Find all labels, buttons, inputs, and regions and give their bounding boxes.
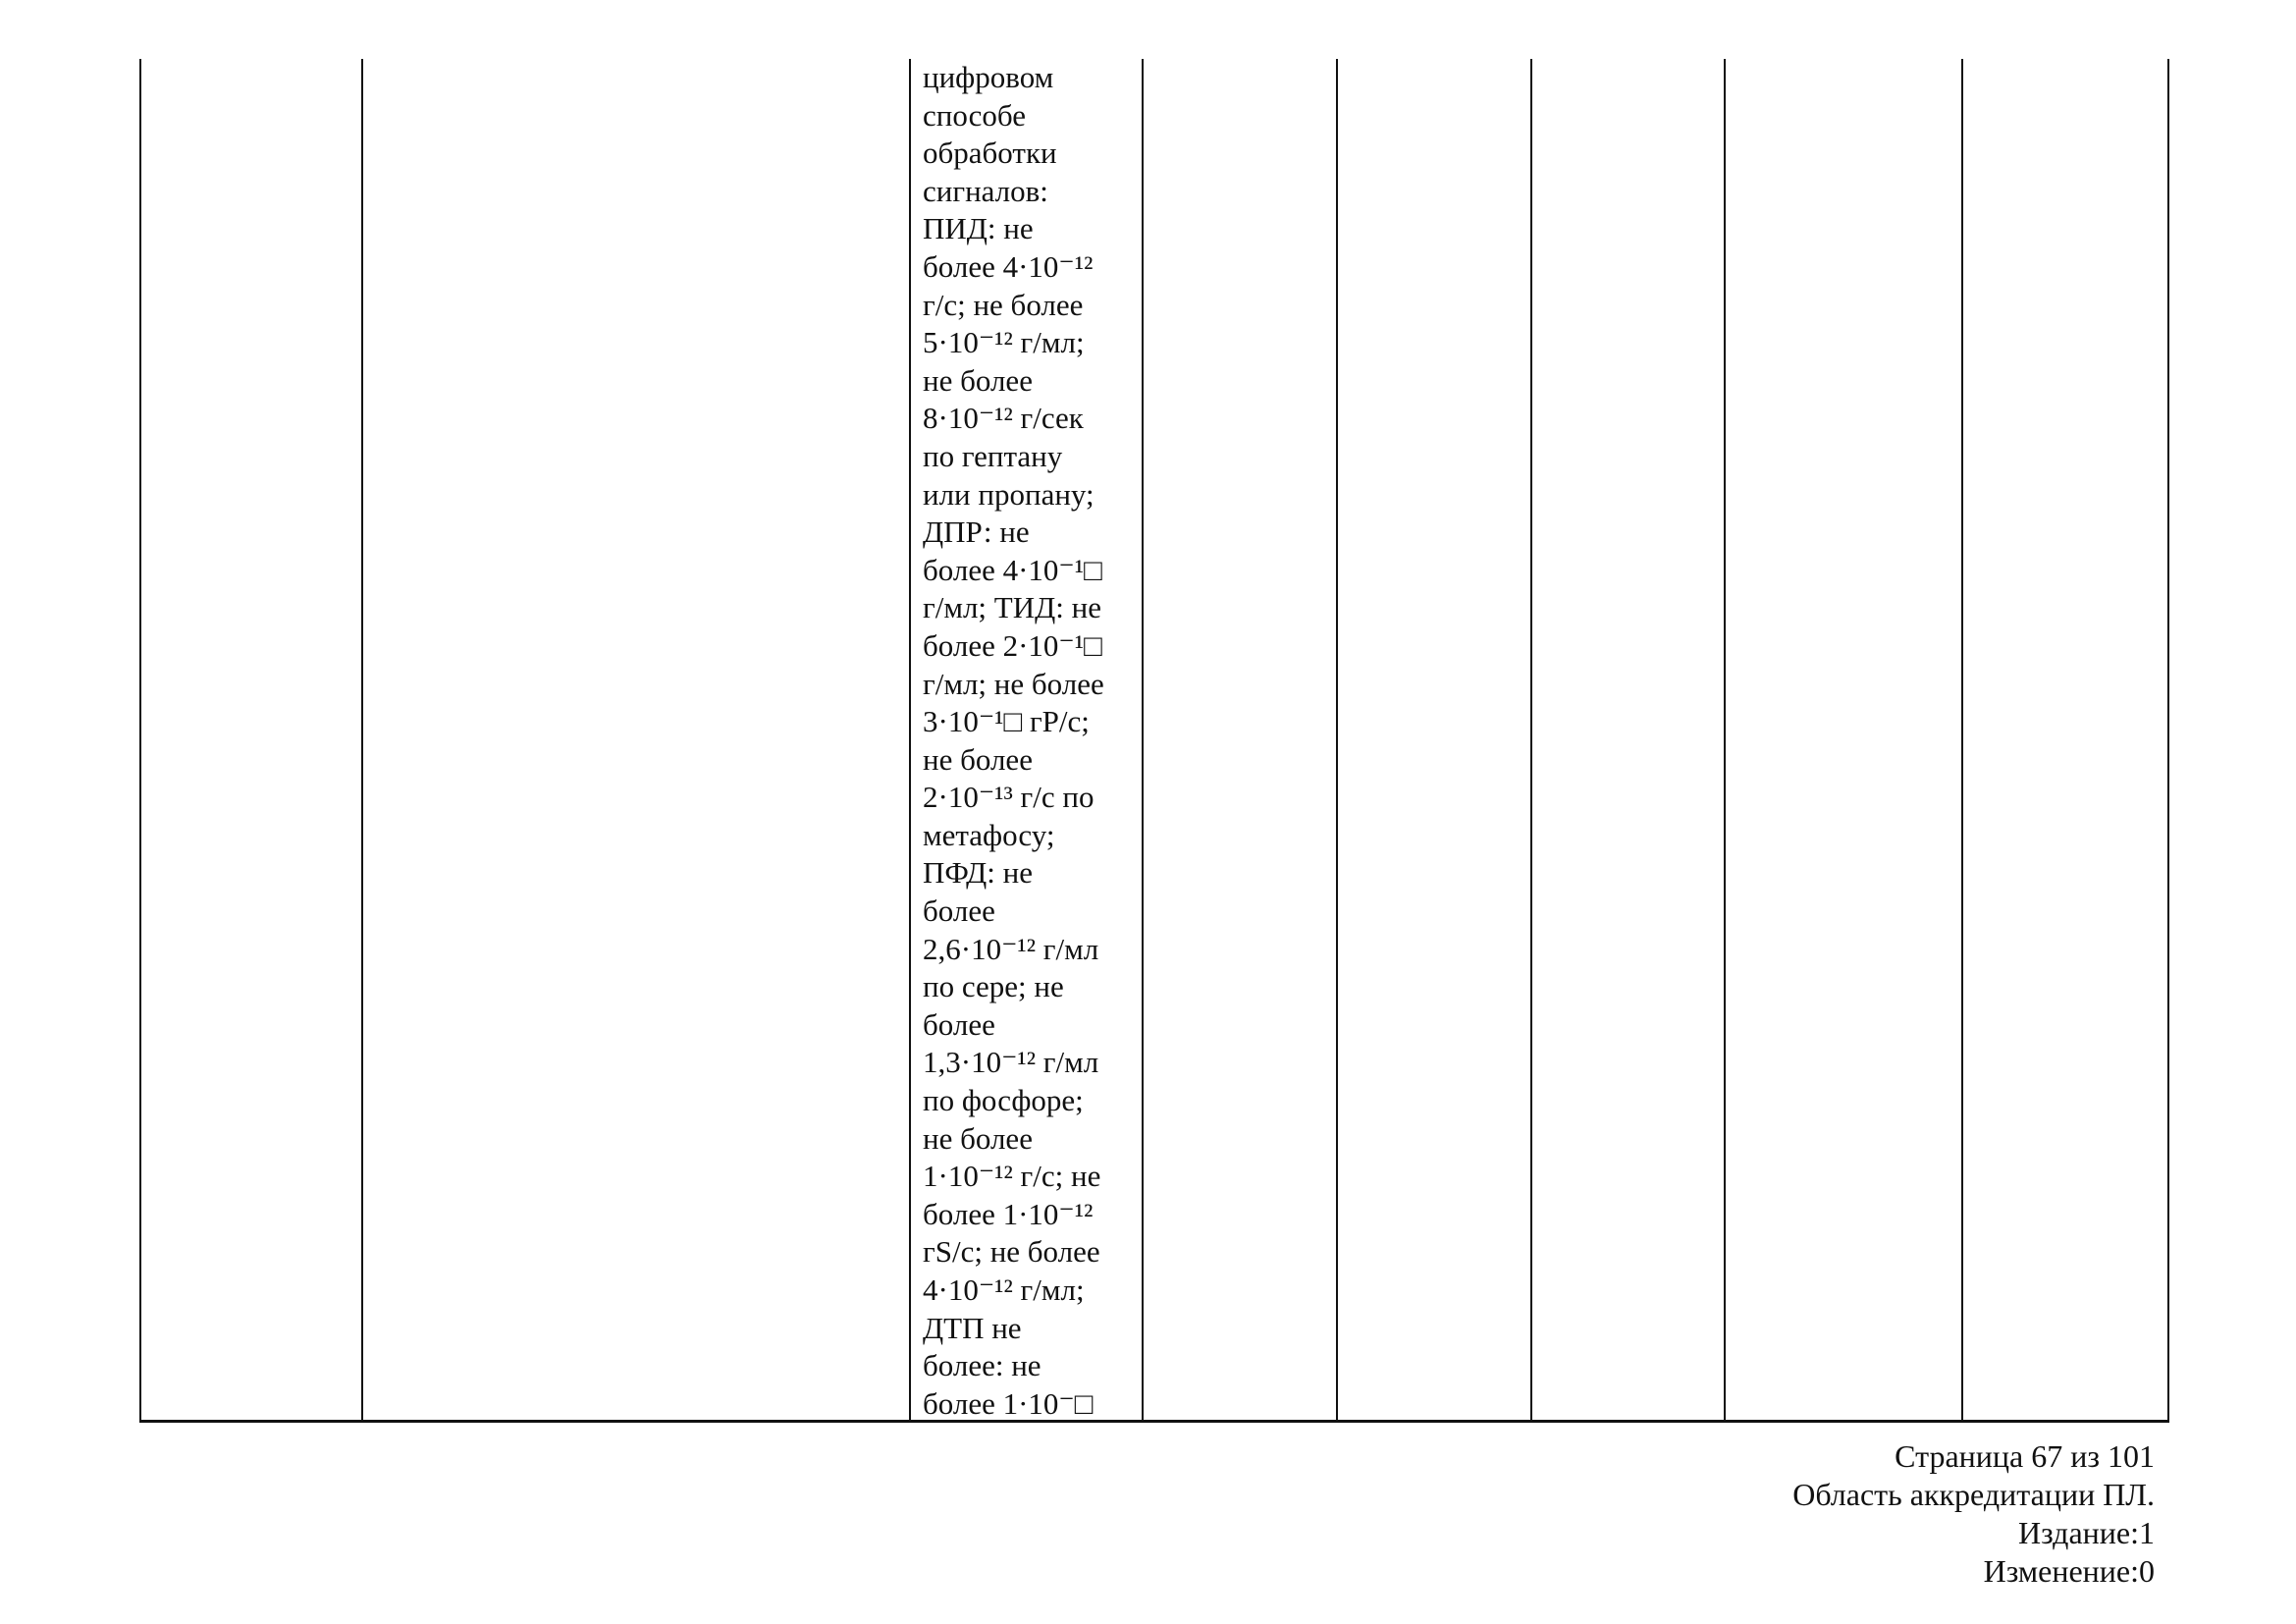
cell-text-line: по сере; не — [923, 969, 1064, 1004]
cell-text-line: г/с; не более — [923, 287, 1084, 322]
document-scope: Область аккредитации ПЛ. — [1792, 1477, 2155, 1512]
revision-label: Изменение:0 — [1983, 1553, 2155, 1589]
cell-text-line: или пропану; — [923, 476, 1095, 512]
cell-text-line: более 1·10⁻¹² — [923, 1196, 1094, 1231]
cell-text-line: 8·10⁻¹² г/сек — [923, 401, 1084, 436]
cell-text-line: 1·10⁻¹² г/с; не — [923, 1159, 1101, 1194]
cell-text-line: не более — [923, 362, 1033, 398]
cell-text-line: способе — [923, 97, 1027, 133]
column-divider — [1530, 59, 1532, 1422]
cell-text-line: г/мл; ТИД: не — [923, 590, 1101, 625]
table-border-right — [2167, 59, 2169, 1422]
column-divider — [909, 59, 911, 1422]
column-divider — [361, 59, 363, 1422]
column-divider — [1961, 59, 1963, 1422]
column-divider — [1336, 59, 1338, 1422]
column-divider — [1724, 59, 1726, 1422]
cell-text-line: 3·10⁻¹□ гР/с; — [923, 704, 1090, 739]
table-bottom-border — [139, 1420, 2169, 1423]
cell-text-line: более 4·10⁻¹□ — [923, 552, 1102, 587]
cell-text-line: по гептану — [923, 438, 1063, 473]
cell-text-line: обработки — [923, 135, 1057, 171]
cell-text-line: более 4·10⁻¹² — [923, 248, 1094, 284]
page-footer — [1792, 1437, 2155, 1591]
cell-text-line: не более — [923, 741, 1033, 777]
cell-text-line: ДПР: не — [923, 514, 1030, 550]
cell-text-line: 2,6·10⁻¹² г/мл — [923, 931, 1099, 966]
cell-text-line: более — [923, 1006, 995, 1042]
cell-text-line: цифровом — [923, 60, 1054, 94]
cell-text-line: 1,3·10⁻¹² г/мл — [923, 1045, 1099, 1080]
cell-text-line: более 1·10⁻□ — [923, 1385, 1094, 1421]
cell-text-line: более 2·10⁻¹□ — [923, 627, 1102, 663]
cell-text-line: гS/с; не более — [923, 1234, 1100, 1270]
cell-text-line: 5·10⁻¹² г/мл; — [923, 325, 1085, 360]
cell-text-line: не более — [923, 1120, 1033, 1156]
edition-label: Издание:1 — [2018, 1515, 2155, 1550]
cell-text-line: ПИД: не — [923, 211, 1034, 246]
cell-text-line: 4·10⁻¹² г/мл; — [923, 1272, 1085, 1307]
cell-text-line: ПФД: не — [923, 855, 1034, 891]
table-border-left — [139, 59, 141, 1422]
table-cell-characteristics — [923, 59, 1144, 1423]
cell-text-line: по фосфоре; — [923, 1083, 1084, 1118]
cell-text-line: более: не — [923, 1348, 1041, 1383]
cell-text-line: г/мл; не более — [923, 666, 1104, 701]
cell-text-line: ДТП не — [923, 1310, 1022, 1345]
page-number: Страница 67 из 101 — [1895, 1438, 2155, 1474]
cell-text-line: более — [923, 893, 995, 929]
cell-text-line: 2·10⁻¹³ г/с по — [923, 780, 1095, 815]
cell-text-line: метафосу; — [923, 817, 1055, 852]
cell-text-line: сигналов: — [923, 173, 1048, 208]
